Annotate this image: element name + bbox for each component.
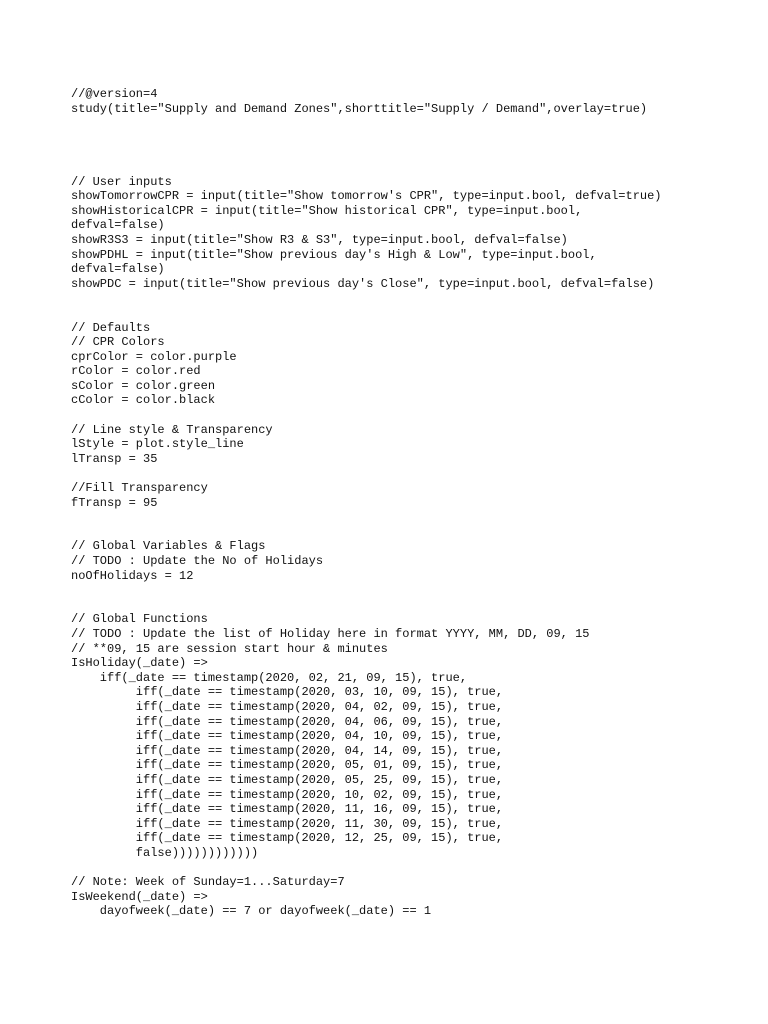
- code-line: lStyle = plot.style_line: [71, 437, 244, 452]
- blank-line: [71, 306, 662, 321]
- code-line: // CPR Colors: [71, 335, 165, 350]
- code-line: cColor = color.black: [71, 393, 216, 408]
- blank-line: [71, 525, 662, 540]
- code-line: false)))))))))))): [71, 845, 259, 860]
- code-line: // Note: Week of Sunday=1...Saturday=7: [71, 875, 345, 890]
- blank-line: [71, 860, 662, 875]
- code-line: //@version=4: [71, 87, 158, 101]
- blank-line: [71, 598, 662, 613]
- code-line: IsWeekend(_date) =>: [71, 889, 208, 904]
- code-line: //Fill Transparency: [71, 481, 208, 496]
- code-line: iff(_date == timestamp(2020, 05, 01, 09, 15), true,: [71, 758, 504, 773]
- code-line: // TODO : Update the No of Holidays: [71, 554, 324, 568]
- blank-line: [71, 131, 662, 146]
- blank-line: [71, 145, 662, 160]
- blank-line: [71, 510, 662, 525]
- code-line: iff(_date == timestamp(2020, 05, 25, 09, 15), true,: [71, 772, 504, 787]
- code-line: iff(_date == timestamp(2020, 12, 25, 09, 15), true,: [71, 831, 504, 846]
- blank-line: [71, 291, 662, 306]
- code-line: iff(_date == timestamp(2020, 04, 02, 09, 15), true,: [71, 699, 504, 714]
- code-block: [71, 87, 662, 919]
- code-line: iff(_date == timestamp(2020, 03, 10, 09, 15), true,: [71, 685, 504, 700]
- code-line: dayofweek(_date) == 7 or dayofweek(_date) == 1: [71, 904, 432, 919]
- blank-line: [71, 583, 662, 598]
- blank-line: [71, 408, 662, 423]
- code-line: showTomorrowCPR = input(title="Show tomorrow's CPR", type=input.bool, defval=true): [71, 189, 662, 204]
- code-line: lTransp = 35: [71, 451, 158, 466]
- code-line: // Global Functions: [71, 612, 208, 627]
- code-line: // TODO : Update the list of Holiday here in format YYYY, MM, DD, 09, 15: [71, 626, 590, 641]
- code-line: noOfHolidays = 12: [71, 568, 194, 583]
- code-line: // Global Variables & Flags: [71, 539, 266, 554]
- code-line: iff(_date == timestamp(2020, 02, 21, 09, 15), true,: [71, 670, 468, 685]
- code-line: // Line style & Transparency: [71, 422, 273, 437]
- blank-line: [71, 466, 662, 481]
- code-line: showPDHL = input(title="Show previous day's High & Low", type=input.bool,: [71, 247, 597, 262]
- code-line: // **09, 15 are session start hour & minutes: [71, 641, 388, 656]
- code-line: showPDC = input(title="Show previous day's Close", type=input.bool, defval=false): [71, 276, 655, 291]
- code-line: showHistoricalCPR = input(title="Show historical CPR", type=input.bool,: [71, 203, 583, 218]
- code-line: iff(_date == timestamp(2020, 11, 30, 09, 15), true,: [71, 816, 504, 831]
- code-line: rColor = color.red: [71, 364, 201, 379]
- code-line: iff(_date == timestamp(2020, 04, 06, 09, 15), true,: [71, 714, 504, 729]
- code-line: iff(_date == timestamp(2020, 04, 14, 09, 15), true,: [71, 743, 504, 758]
- blank-line: [71, 116, 662, 131]
- code-line: IsHoliday(_date) =>: [71, 656, 208, 671]
- code-line: // User inputs: [71, 174, 172, 189]
- code-line: defval=false): [71, 218, 165, 233]
- code-line: // Defaults: [71, 320, 151, 335]
- code-line: iff(_date == timestamp(2020, 11, 16, 09, 15), true,: [71, 802, 504, 817]
- code-line: study(title="Supply and Demand Zones",shorttitle="Supply / Demand",overlay=true): [71, 101, 648, 116]
- code-line: iff(_date == timestamp(2020, 10, 02, 09, 15), true,: [71, 787, 504, 802]
- code-line: iff(_date == timestamp(2020, 04, 10, 09, 15), true,: [71, 729, 504, 744]
- code-line: showR3S3 = input(title="Show R3 & S3", type=input.bool, defval=false): [71, 232, 568, 247]
- code-line: fTransp = 95: [71, 495, 158, 510]
- code-line: cprColor = color.purple: [71, 349, 237, 364]
- code-line: defval=false): [71, 262, 165, 277]
- blank-line: [71, 160, 662, 175]
- code-line: sColor = color.green: [71, 378, 216, 393]
